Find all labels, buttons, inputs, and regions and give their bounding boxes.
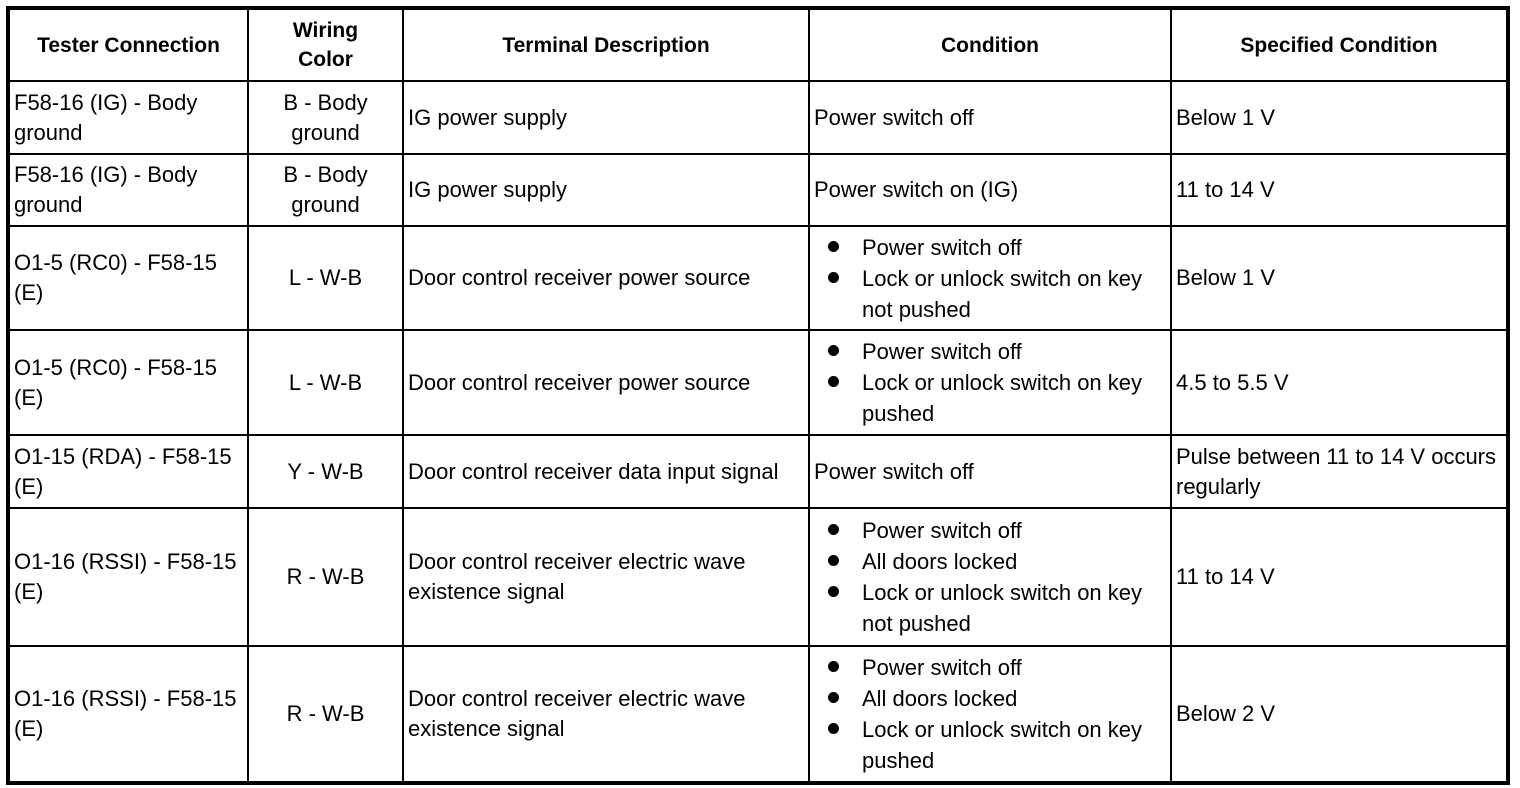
bullet-icon	[828, 723, 839, 734]
header-specified-condition: Specified Condition	[1171, 8, 1508, 81]
cell-specified-condition: Pulse between 11 to 14 V occurs regularly	[1171, 435, 1508, 508]
condition-item-text: Power switch off	[862, 655, 1022, 680]
condition-item-text: Power switch off	[862, 518, 1022, 543]
table-row	[8, 508, 1508, 646]
condition-item	[814, 714, 1166, 776]
header-terminal-description: Terminal Description	[403, 8, 809, 81]
header-tester-connection: Tester Connection	[8, 8, 248, 81]
cell-terminal-description: Door control receiver electric wave existence signal	[403, 508, 809, 646]
cell-condition: Power switch on (IG)	[809, 154, 1171, 226]
terminal-inspection-table	[6, 6, 1510, 785]
table-row	[8, 435, 1508, 508]
bullet-icon	[828, 524, 839, 535]
cell-condition: Power switch off	[809, 435, 1171, 508]
bullet-icon	[828, 345, 839, 356]
cell-specified-condition: 11 to 14 V	[1171, 508, 1508, 646]
cell-wiring-color: B - Body ground	[248, 154, 403, 226]
condition-item-text: Lock or unlock switch on key not pushed	[862, 265, 1143, 322]
condition-item-text: All doors locked	[862, 549, 1018, 574]
cell-specified-condition: Below 2 V	[1171, 646, 1508, 783]
bullet-icon	[828, 661, 839, 672]
cell-wiring-color: L - W-B	[248, 330, 403, 435]
cell-tester-connection: O1-16 (RSSI) - F58-15 (E)	[8, 508, 248, 646]
table-row	[8, 646, 1508, 783]
cell-condition	[809, 508, 1171, 646]
cell-tester-connection: F58-16 (IG) - Body ground	[8, 81, 248, 154]
condition-item	[814, 367, 1166, 429]
cell-tester-connection: O1-16 (RSSI) - F58-15 (E)	[8, 646, 248, 783]
cell-wiring-color: Y - W-B	[248, 435, 403, 508]
table-row	[8, 330, 1508, 435]
condition-item	[814, 263, 1166, 325]
cell-terminal-description: IG power supply	[403, 81, 809, 154]
condition-item-text: All doors locked	[862, 686, 1018, 711]
cell-wiring-color: B - Body ground	[248, 81, 403, 154]
cell-condition	[809, 330, 1171, 435]
cell-condition	[809, 226, 1171, 330]
condition-item	[814, 683, 1166, 714]
cell-terminal-description: Door control receiver electric wave existence signal	[403, 646, 809, 783]
cell-terminal-description: Door control receiver power source	[403, 226, 809, 330]
cell-terminal-description: Door control receiver power source	[403, 330, 809, 435]
condition-item	[814, 652, 1166, 683]
condition-item	[814, 232, 1166, 263]
condition-item-text: Power switch off	[862, 234, 1022, 260]
cell-tester-connection: O1-5 (RC0) - F58-15 (E)	[8, 330, 248, 435]
cell-terminal-description: IG power supply	[403, 154, 809, 226]
condition-item	[814, 577, 1166, 639]
header-row	[8, 8, 1508, 81]
condition-item	[814, 546, 1166, 577]
header-condition: Condition	[809, 8, 1171, 81]
table-row	[8, 81, 1508, 154]
condition-item	[814, 336, 1166, 367]
bullet-icon	[828, 272, 839, 283]
condition-list	[814, 232, 1166, 325]
cell-wiring-color: R - W-B	[248, 646, 403, 783]
bullet-icon	[828, 586, 839, 597]
header-wiring-color: Wiring Color	[248, 8, 403, 81]
bullet-icon	[828, 555, 839, 566]
condition-item-text: Lock or unlock switch on key pushed	[862, 717, 1143, 773]
cell-tester-connection: F58-16 (IG) - Body ground	[8, 154, 248, 226]
cell-specified-condition: 11 to 14 V	[1171, 154, 1508, 226]
condition-list	[814, 336, 1166, 429]
bullet-icon	[828, 241, 839, 252]
cell-condition	[809, 646, 1171, 783]
cell-condition: Power switch off	[809, 81, 1171, 154]
cell-specified-condition: Below 1 V	[1171, 81, 1508, 154]
condition-item	[814, 515, 1166, 546]
cell-wiring-color: L - W-B	[248, 226, 403, 330]
table-row	[8, 226, 1508, 330]
cell-specified-condition: Below 1 V	[1171, 226, 1508, 330]
condition-item-text: Power switch off	[862, 339, 1022, 364]
condition-list	[814, 652, 1166, 776]
cell-specified-condition: 4.5 to 5.5 V	[1171, 330, 1508, 435]
bullet-icon	[828, 376, 839, 387]
condition-item-text: Lock or unlock switch on key pushed	[862, 370, 1143, 426]
cell-tester-connection: O1-15 (RDA) - F58-15 (E)	[8, 435, 248, 508]
cell-tester-connection: O1-5 (RC0) - F58-15 (E)	[8, 226, 248, 330]
bullet-icon	[828, 692, 839, 703]
cell-wiring-color: R - W-B	[248, 508, 403, 646]
condition-item-text: Lock or unlock switch on key not pushed	[862, 580, 1143, 636]
cell-terminal-description: Door control receiver data input signal	[403, 435, 809, 508]
condition-list	[814, 515, 1166, 639]
table-row	[8, 154, 1508, 226]
